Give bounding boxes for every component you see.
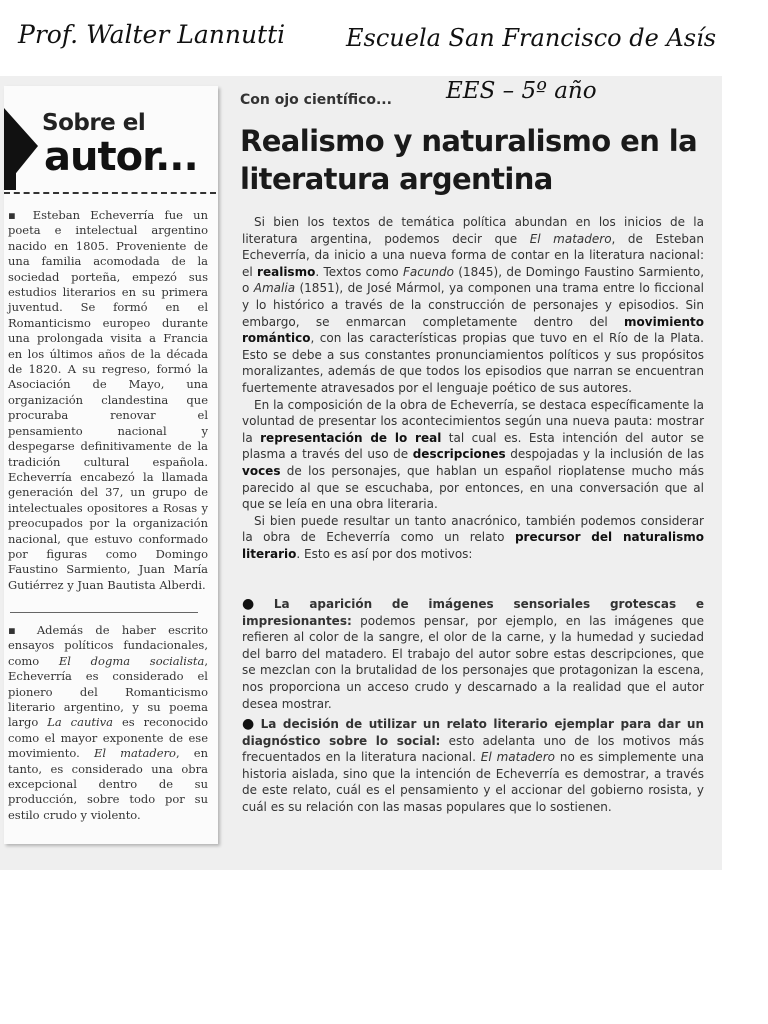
handwritten-grade: EES – 5º año (446, 78, 597, 104)
text-run: , de Esteban Echeverría, da inicio a una nueva forma de contar en la literatura nacional: el (242, 231, 704, 279)
handwritten-teacher-name: Prof. Walter Lannutti (18, 20, 286, 49)
key-term: precursor del naturalismo literario (242, 530, 704, 561)
paragraph-1 (242, 214, 704, 397)
text-run: , con las características propias que tuvo en el Río de la Plata. Esto se debe a sus constantes pronunciamientos políticos y sus propósitos moralizantes, además de que todos los episodios que narran se encuentran fuertemente atravesados por el lenguaje poético de sus autores. (242, 331, 704, 395)
text-run: Además de haber escrito ensayos políticos fundacionales, como (8, 623, 208, 668)
bookmark-tag-stem (4, 140, 16, 190)
sidebar-paragraph-1 (8, 208, 208, 593)
bullet-heading: La decisión de utilizar un relato literario ejemplar para dar un diagnóstico sobre lo social: (242, 717, 705, 748)
text-run: , en tanto, es considerado una obra excepcional dentro de su producción, sobre todo por su estilo crudo y violento. (8, 746, 208, 822)
text-run: tal cual es. Esta intención del autor se plasma a través del uso de (242, 430, 704, 462)
text-run: esto adelanta uno de los motivos más frecuentados en la literatura nacional. (242, 733, 704, 765)
work-title: El matadero (480, 750, 555, 765)
sidebar-dashed-divider (4, 192, 216, 194)
sidebar-paragraph-2 (8, 623, 208, 823)
paragraph-3 (242, 513, 704, 563)
text-run: (1851), de José Mármol, ya componen una trama entre lo ficcional y lo histórico a través de la construcción de personajes y episodios. Sin embargo, se enmarcan completamente dentro del (242, 281, 705, 329)
bullet-dot-icon: ● (242, 716, 257, 732)
text-run: . Textos como (315, 264, 403, 279)
key-term: descripciones (412, 447, 506, 462)
text-run: de los personajes, que hablan un español rioplatense mucho más parecido al que se escuchaba, por entonces, en una conversación que al que se leía en una obra literaria. (242, 463, 704, 512)
bullet-item-1 (242, 596, 704, 712)
bullet-square-icon: ▪ (8, 208, 33, 222)
article-body (242, 214, 704, 562)
key-term: voces (242, 463, 281, 478)
text-run: En la composición de la obra de Echeverría, se destaca específicamente la voluntad de presentar los acontecimientos según una nueva pauta: mostrar la (242, 397, 704, 445)
text-run: despojadas y la inclusión de las (505, 447, 704, 462)
key-term: realismo (257, 264, 316, 279)
section-eyebrow: Con ojo científico... (240, 92, 392, 108)
handwritten-school-name: Escuela San Francisco de Asís (346, 24, 717, 52)
bullet-heading: La aparición de imágenes sensoriales grotescas e impresionantes: (242, 597, 704, 628)
text-run: es reconocido como el mayor exponente de ese movimiento. (8, 715, 208, 761)
bullet-dot-icon: ● (242, 596, 270, 612)
key-term: movimiento romántico (242, 314, 704, 346)
sidebar-paragraph-1-text: Esteban Echeverría fue un poeta e intelectual argentino nacido en 1805. Proveniente de una familia acomodada de la sociedad porteña, empezó sus estudios literarios en su primera juventud. Se formó en el Romanticismo europeo durante una prolongada visita a Francia en los últimos años de la década de 1820. A su regreso, formó la Asociación de Mayo, una organización clandestina que procuraba renovar el pensamiento nacional y despegarse definitivamente de la tradición cultural española. Echeverría encabezó la llamada generación del 37, un grupo de intelectuales opositores a Rosas y preocupados por la organización nacional, que estuvo conformado por figuras como Domingo Faustino Sarmiento, Juan María Gutiérrez y Juan Bautista Alberdi. (8, 208, 208, 592)
work-title: El matadero (93, 746, 176, 761)
work-title: El dogma socialista (58, 653, 205, 668)
text-run: podemos pensar, por ejemplo, en las imágenes que refieren al color de la sangre, el olor de la carne, y la humedad y suciedad del barro del matadero. El trabajo del autor sobre estas descripciones, que se mezclan con la brutalidad de los personajes que protagonizan la escena, nos proporciona un acceso crudo y descarnado a la realidad que el autor desea mostrar. (242, 613, 704, 711)
article-title: Realismo y naturalismo en la literatura argentina (240, 124, 698, 196)
text-run: Si bien puede resultar un tanto anacrónico, también podemos considerar la obra de Echeverría como un relato (242, 513, 704, 545)
key-term: representación de lo real (260, 430, 442, 445)
sidebar-heading-small: Sobre el (42, 110, 146, 136)
text-run: . Esto es así por dos motivos: (296, 546, 473, 561)
work-title: La cautiva (47, 715, 114, 730)
work-title: El matadero (529, 231, 612, 246)
sidebar-heading-large: autor... (44, 134, 198, 180)
paragraph-2 (242, 397, 704, 513)
text-run: no es simplemente una historia aislada, sino que la intención de Echeverría es demostrar, a través de este relato, cuál es el pensamiento y el accionar del gobierno rosista, y cuál es su relación con las masas populares que lo sostienen. (242, 750, 705, 814)
text-run: (1845), de Domingo Faustino Sarmiento, o (242, 264, 705, 296)
work-title: Amalia (253, 281, 296, 296)
text-run: , Echeverría es considerado el pionero del Romanticismo literario argentino, y su poema largo (8, 653, 208, 730)
text-run: Si bien los textos de temática política abundan en los inicios de la literatura argentina, podemos decir que (242, 215, 704, 246)
bullet-item-2 (242, 716, 704, 816)
sidebar-divider (10, 612, 198, 613)
work-title: Facundo (402, 264, 454, 279)
bullet-square-icon: ▪ (8, 623, 37, 637)
